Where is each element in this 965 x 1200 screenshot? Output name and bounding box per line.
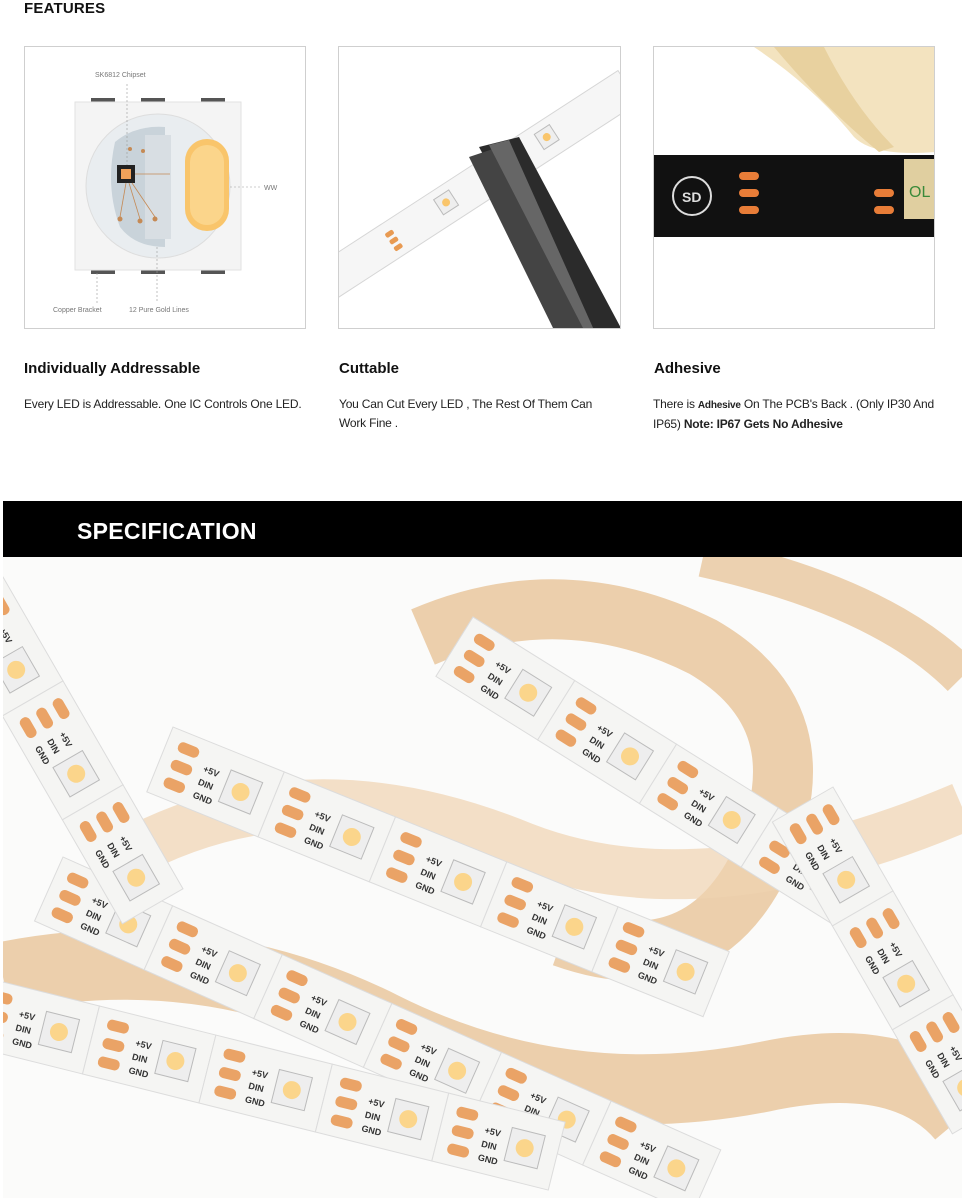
feature-desc-adhesive [653,395,943,434]
cutting-strip-image [338,46,621,329]
svg-text:OL: OL [909,184,931,201]
feature-title-addressable: Individually Addressable [24,360,201,377]
led-strip-photo [3,557,962,1198]
specification-heading: SPECIFICATION [77,518,257,544]
adhesive-desc-bold1: Adhesive [697,400,741,411]
feature-title-adhesive: Adhesive [654,360,721,377]
svg-text:SD: SD [682,189,702,205]
features-heading: FEATURES [24,0,106,17]
feature-desc-addressable: Every LED is Addressable. One IC Controls One LED. [24,397,302,411]
feature-desc-cuttable: You Can Cut Every LED , The Rest Of Them Can Work Fine . [339,397,593,430]
chip-diagram-image [24,46,306,329]
adhesive-desc-part2: On The PCB's Back . (Only IP30 And IP65) [653,397,934,431]
feature-title-cuttable: Cuttable [339,360,399,377]
ww-label: WW [264,185,278,192]
adhesive-strip-image [653,46,935,329]
adhesive-note: Note: IP67 Gets No Adhesive [683,417,843,431]
adhesive-desc-part1: There is [653,397,698,411]
chipset-label: SK6812 Chipset [95,72,146,79]
copper-bracket-label: Copper Bracket [53,307,102,314]
gold-lines-label: 12 Pure Gold Lines [129,307,189,314]
